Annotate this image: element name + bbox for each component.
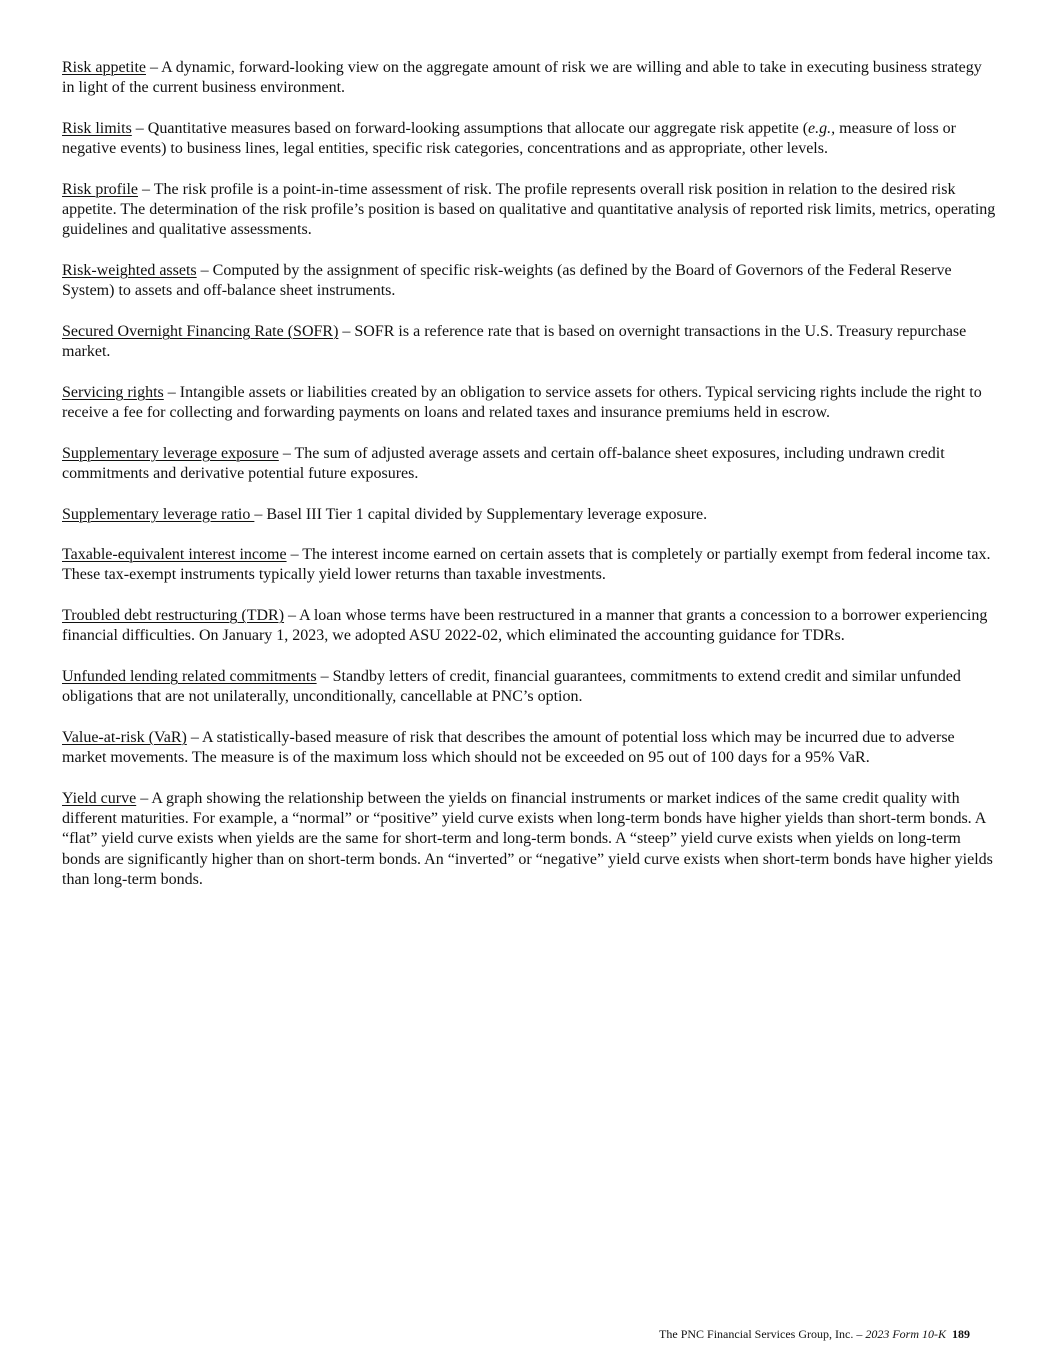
- glossary-definition: Basel III Tier 1 capital divided by Supplementary leverage exposure.: [266, 505, 708, 523]
- glossary-term: Yield curve: [62, 789, 137, 807]
- glossary-entry-var: [62, 728, 997, 769]
- glossary-term: Risk profile: [62, 180, 138, 198]
- glossary-term: Value-at-risk (VaR): [62, 728, 187, 746]
- glossary-term: Risk limits: [62, 119, 132, 137]
- glossary-definition: A dynamic, forward-looking view on the aggregate amount of risk we are willing and able to take in executing business strategy in light of the current business environment.: [62, 59, 982, 97]
- glossary-definition: Computed by the assignment of specific risk-weights (as defined by the Board of Governors of the Federal Reserve System) to assets and off-balance sheet instruments.: [62, 261, 952, 300]
- em-dash: –: [140, 789, 149, 807]
- glossary-term: Risk-weighted assets: [62, 261, 197, 279]
- glossary-definition: [62, 120, 956, 157]
- em-dash: –: [149, 59, 158, 76]
- footer-form: 2023 Form 10-K: [865, 1327, 946, 1341]
- glossary-definition: SOFR is a reference rate that is based on overnight transactions in the U.S. Treasury repurchase market.: [62, 322, 967, 361]
- em-dash: –: [290, 546, 299, 564]
- page-footer: [659, 1326, 970, 1342]
- footer-company: The PNC Financial Services Group, Inc. –: [659, 1327, 863, 1341]
- em-dash: –: [342, 322, 351, 340]
- glossary-entry-risk-limits: [62, 119, 997, 160]
- glossary-definition: A loan whose terms have been restructured in a manner that grants a concession to a borrower experiencing financial difficulties. On January 1, 2023, we adopted ASU 2022-02, which eliminated the accounting guidance for TDRs.: [62, 607, 988, 645]
- glossary-entry-supplementary-leverage-ratio: [62, 505, 997, 525]
- em-dash: –: [282, 444, 291, 462]
- glossary-term: Unfunded lending related commitments: [62, 667, 317, 685]
- em-dash: –: [167, 383, 176, 401]
- definition-text: measure of loss or negative events) to business lines, legal entities, specific risk categories, concentrations and as appropriate, other levels.: [62, 119, 956, 158]
- glossary-definition: Intangible assets or liabilities created by an obligation to service assets for others. Typical servicing rights include the right to receive a fee for collecting and forwarding payments on loans and related taxes and insurance premiums held in escrow.: [62, 383, 982, 422]
- glossary-entry-unfunded-lending-related-commitments: [62, 667, 997, 708]
- definition-text: Quantitative measures based on forward-looking assumptions that allocate our aggregate risk appetite (: [147, 119, 809, 137]
- glossary-term: Secured Overnight Financing Rate (SOFR): [62, 322, 339, 340]
- em-dash: –: [142, 180, 150, 198]
- glossary-term: Supplementary leverage ratio: [62, 505, 255, 523]
- glossary-entry-tdr: [62, 606, 997, 647]
- glossary-entry-risk-profile: [62, 180, 997, 241]
- glossary-entry-taxable-equivalent-interest-income: [62, 545, 997, 586]
- glossary-term: Supplementary leverage exposure: [62, 444, 279, 462]
- glossary-term: Taxable-equivalent interest income: [62, 546, 287, 564]
- glossary-definition: The interest income earned on certain assets that is completely or partially exempt from federal income tax. These tax-exempt instruments typically yield lower returns than taxable investments.: [62, 546, 991, 584]
- glossary-term: Risk appetite: [62, 59, 146, 76]
- glossary-definition: The sum of adjusted average assets and certain off-balance sheet exposures, including undrawn credit commitments and derivative potential future exposures.: [62, 444, 945, 482]
- em-dash: –: [200, 261, 209, 279]
- glossary-entry-yield-curve: [62, 789, 997, 890]
- em-dash: –: [135, 119, 144, 137]
- glossary-term: Servicing rights: [62, 383, 164, 401]
- glossary-entry-sofr: [62, 322, 997, 363]
- glossary-entry-risk-appetite: [62, 58, 997, 99]
- em-dash: –: [320, 667, 329, 685]
- em-dash: –: [190, 728, 199, 746]
- glossary-definition: A statistically-based measure of risk that describes the amount of potential loss which may be incurred due to adverse market movements. The measure is of the maximum loss which should not be exceeded on 95 out of 100 days for a 95% VaR.: [62, 728, 955, 767]
- glossary-entry-supplementary-leverage-exposure: [62, 444, 997, 485]
- definition-italic: e.g.,: [808, 119, 836, 137]
- glossary-entry-servicing-rights: [62, 383, 997, 424]
- glossary-term: Troubled debt restructuring (TDR): [62, 607, 285, 625]
- em-dash: –: [288, 607, 297, 625]
- glossary-definition: Standby letters of credit, financial guarantees, commitments to extend credit and similar unfunded obligations that are not unilaterally, unconditionally, cancellable at PNC’s option.: [62, 667, 961, 706]
- glossary-definition: A graph showing the relationship between the yields on financial instruments or market indices of the same credit quality with different maturities. For example, a “normal” or “positive” yield curve exists when long-term bonds have higher yields than short-term bonds. A “flat” yield curve exists when yields are the same for short-term and long-term bonds. A “steep” yield curve exists when yields on long-term bonds are significantly higher than on short-term bonds. An “inverted” or “negative” yield curve exists when short-term bonds have higher yields than long-term bonds.: [62, 789, 993, 888]
- em-dash: –: [254, 505, 263, 523]
- page-number: 189: [952, 1327, 970, 1341]
- glossary-entry-risk-weighted-assets: [62, 261, 997, 302]
- glossary-definition: The risk profile is a point-in-time assessment of risk. The profile represents overall risk position in relation to the desired risk appetite. The determination of the risk profile’s position is based on qualitative and quantitative analysis of reported risk limits, metrics, operating guidelines and qualitative assessments.: [62, 180, 996, 239]
- glossary-list: [62, 58, 997, 910]
